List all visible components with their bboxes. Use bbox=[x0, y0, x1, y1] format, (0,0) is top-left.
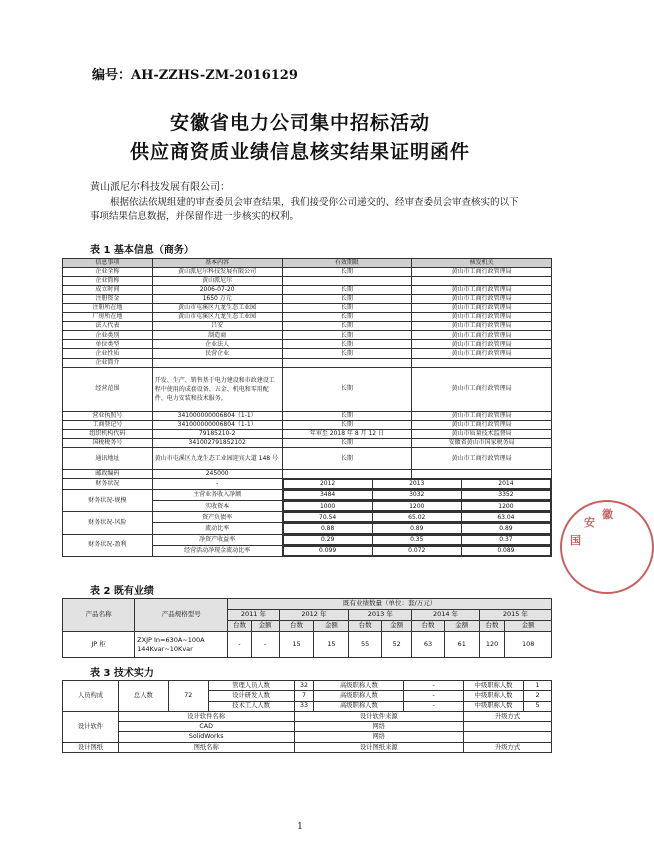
t1-cell: 黄山市工商行政管理局 bbox=[412, 322, 552, 331]
staff-cell: - bbox=[404, 701, 464, 711]
table-row bbox=[63, 420, 552, 429]
t1-cell: 营业执照号 bbox=[63, 411, 153, 420]
t1-cell bbox=[282, 276, 412, 285]
dw-header: 设计图纸来源 bbox=[294, 742, 464, 752]
title-line-2: 供应商资质业绩信息核实结果证明函件 bbox=[129, 141, 470, 163]
t1-cell: 341000000006804（1-1） bbox=[152, 411, 282, 420]
t1-cell: 企业性质 bbox=[63, 349, 153, 358]
staff-cell: 中级职称人数 bbox=[464, 681, 524, 691]
finance-value: 1200 bbox=[372, 502, 461, 511]
finance-metric: 实收资本 bbox=[152, 501, 282, 512]
staff-cell: 高级职称人数 bbox=[314, 701, 404, 711]
t1-cell: 吕安 bbox=[152, 322, 282, 331]
t1-cell: 长期 bbox=[282, 349, 412, 358]
t1-cell: 企业法人 bbox=[152, 340, 282, 349]
finance-value: 0.099 bbox=[283, 546, 372, 555]
table-row bbox=[63, 490, 552, 501]
body-paragraph: 根据依法依规组建的审查委员会审查结果，我们接受你公司递交的、经审查委员会审查核实的以下事项结果信息数据，并保留作进一步核实的权利。 bbox=[90, 197, 519, 222]
t1-cell: 黄山市工商行政管理局 bbox=[412, 420, 552, 429]
t1-cell: 工商登记号 bbox=[63, 420, 153, 429]
postcode: 245000 bbox=[152, 470, 282, 479]
year-header: 2013 年 bbox=[349, 610, 412, 621]
document-number: 编号：AH-ZZHS-ZM-2016129 bbox=[92, 68, 298, 83]
recipient: 黄山派尼尔科技发展有限公司： bbox=[90, 182, 230, 193]
page-number: 1 bbox=[297, 822, 303, 832]
finance-group-label: 财务状况-规模 bbox=[63, 490, 153, 512]
table-row bbox=[63, 340, 552, 349]
address-authority: 黄山市工商行政管理局 bbox=[412, 448, 552, 470]
performance-value: - bbox=[251, 632, 279, 658]
table-row bbox=[63, 285, 552, 294]
table-row bbox=[63, 358, 552, 367]
t1-cell: 法人代表 bbox=[63, 322, 153, 331]
sub-amount: 金额 bbox=[251, 621, 279, 632]
sw-name: SolidWorks bbox=[118, 732, 294, 742]
year-header: 2011 年 bbox=[228, 610, 279, 621]
finance-value: 3352 bbox=[461, 491, 550, 500]
col-product-spec: 产品规格型号 bbox=[135, 599, 228, 632]
dw-header: 图纸名称 bbox=[118, 742, 294, 752]
t1-cell: 注册所在地 bbox=[63, 303, 153, 312]
t1-cell: 黄山市工商行政管理局 bbox=[412, 349, 552, 358]
sub-units: 台数 bbox=[279, 621, 314, 632]
sub-units: 台数 bbox=[412, 621, 445, 632]
t1-cell: 企业简称 bbox=[63, 276, 153, 285]
scope-label: 经营范围 bbox=[63, 367, 153, 411]
finance-metric: 经营活动净现金流动比率 bbox=[152, 545, 282, 556]
t1-header: 核发机关 bbox=[412, 259, 552, 268]
basic-info-table bbox=[62, 258, 552, 557]
staff-cell: 高级职称人数 bbox=[314, 681, 404, 691]
sw-upgrade bbox=[464, 722, 552, 732]
t1-cell: 长期 bbox=[282, 267, 412, 276]
performance-value: 55 bbox=[349, 632, 382, 658]
t1-cell: 黄山市工商行政管理局 bbox=[412, 285, 552, 294]
t1-cell: 黄山市工商行政管理局 bbox=[412, 294, 552, 303]
staff-label: 人员构成 bbox=[63, 681, 119, 712]
t1-cell: 长期 bbox=[282, 411, 412, 420]
table-row bbox=[63, 429, 552, 438]
sw-header: 设计软件来源 bbox=[294, 711, 464, 721]
t1-cell: 黄山市屯溪区九龙生态工业园 bbox=[152, 313, 282, 322]
address-label: 通讯地址 bbox=[63, 448, 153, 470]
t1-cell: 2006-07-20 bbox=[152, 285, 282, 294]
finance-value: 0.89 bbox=[372, 524, 461, 533]
performance-value: 120 bbox=[479, 632, 505, 658]
sub-amount: 金额 bbox=[314, 621, 349, 632]
col-product-name: 产品名称 bbox=[63, 599, 135, 632]
table-row bbox=[63, 349, 552, 358]
staff-cell: 中级职称人数 bbox=[464, 691, 524, 701]
sub-amount: 金额 bbox=[505, 621, 552, 632]
finance-metric: 流动比率 bbox=[152, 523, 282, 534]
table-row bbox=[63, 512, 552, 523]
title-line-1: 安徽省电力公司集中招标活动 bbox=[169, 112, 430, 134]
table2-caption: 表 2 既有业绩 bbox=[90, 586, 154, 597]
staff-cell: 中级职称人数 bbox=[464, 701, 524, 711]
t1-cell: 长期 bbox=[282, 420, 412, 429]
staff-cell: 管理人员人数 bbox=[208, 681, 294, 691]
t1-cell bbox=[412, 358, 552, 367]
t1-cell: 黄山派尼尔科技发展有限公司 bbox=[152, 267, 282, 276]
staff-cell: 2 bbox=[524, 691, 552, 701]
table-row bbox=[63, 438, 552, 447]
t1-cell: 黄山市工商行政管理局 bbox=[412, 331, 552, 340]
t1-cell: 黄山派尼尔 bbox=[152, 276, 282, 285]
t1-cell: 长期 bbox=[282, 340, 412, 349]
staff-cell: 5 bbox=[524, 701, 552, 711]
t1-cell: 长期 bbox=[282, 294, 412, 303]
t1-cell: 长期 bbox=[282, 331, 412, 340]
finance-value: 0.89 bbox=[461, 524, 550, 533]
performance-value: 61 bbox=[444, 632, 479, 658]
finance-value: 0.089 bbox=[461, 546, 550, 555]
t1-cell: 黄山市工商行政管理局 bbox=[412, 340, 552, 349]
staff-cell: 1 bbox=[524, 681, 552, 691]
t1-cell: 长期 bbox=[282, 438, 412, 447]
t1-header: 有效期限 bbox=[282, 259, 412, 268]
finance-value: 0.29 bbox=[283, 535, 372, 544]
postcode-label: 邮政编码 bbox=[63, 470, 153, 479]
performance-value: 52 bbox=[381, 632, 411, 658]
t1-header: 信息事项 bbox=[63, 259, 153, 268]
t1-cell: 黄山市工商行政管理局 bbox=[412, 267, 552, 276]
total-label: 总人数 bbox=[118, 681, 168, 712]
address-text: 黄山市屯溪区九龙生态工业园迎宾大道 148 号 bbox=[152, 448, 282, 470]
table-row bbox=[63, 313, 552, 322]
t1-cell: 企业类别 bbox=[63, 331, 153, 340]
staff-cell: 7 bbox=[294, 691, 314, 701]
sw-source: 网络 bbox=[294, 722, 464, 732]
t1-cell: 黄山市工商行政管理局 bbox=[412, 411, 552, 420]
finance-metric: 净资产收益率 bbox=[152, 534, 282, 545]
t1-cell bbox=[412, 276, 552, 285]
year-header: 2015 年 bbox=[479, 610, 551, 621]
t1-cell: 民营企业 bbox=[152, 349, 282, 358]
table-row bbox=[63, 331, 552, 340]
t1-cell: 组织机构代码 bbox=[63, 429, 153, 438]
staff-cell: 技术工人人数 bbox=[208, 701, 294, 711]
sub-amount: 金额 bbox=[444, 621, 479, 632]
address-validity: 长期 bbox=[282, 448, 412, 470]
t1-cell: 长期 bbox=[282, 322, 412, 331]
t1-cell: 黄山市工商行政管理局 bbox=[412, 313, 552, 322]
scope-text: 开发、生产、销售基于电力建设和市政建设工程中使用的成套设备、五金、机电和零用配件、电力安装和技术服务。 bbox=[152, 367, 282, 411]
finance-dash: - bbox=[152, 479, 282, 490]
performance-value: 108 bbox=[505, 632, 552, 658]
official-seal: 国 安 徽 bbox=[560, 500, 654, 594]
sub-amount: 金额 bbox=[381, 621, 411, 632]
t1-cell: 注册资金 bbox=[63, 294, 153, 303]
t1-cell: 企业全称 bbox=[63, 267, 153, 276]
staff-cell: 设计研发人数 bbox=[208, 691, 294, 701]
performance-value: 15 bbox=[314, 632, 349, 658]
t1-cell: 79185210-2 bbox=[152, 429, 282, 438]
finance-value: 0.37 bbox=[461, 535, 550, 544]
table1-caption: 表 1 基本信息（商务） bbox=[90, 245, 194, 256]
staff-cell: 32 bbox=[294, 681, 314, 691]
performance-value: 15 bbox=[279, 632, 314, 658]
table-row bbox=[63, 294, 552, 303]
finance-year: 2014 bbox=[461, 480, 550, 489]
scope-authority: 黄山市工商行政管理局 bbox=[412, 367, 552, 411]
t1-cell: 安徽省黄山市国家税务局 bbox=[412, 438, 552, 447]
finance-group-label: 财务状况-风险 bbox=[63, 512, 153, 534]
year-header: 2014 年 bbox=[412, 610, 480, 621]
t1-cell: 国税税务号 bbox=[63, 438, 153, 447]
t1-cell: 制造商 bbox=[152, 331, 282, 340]
sw-header: 设计软件名称 bbox=[118, 711, 294, 721]
t1-cell: 黄山市质量技术监督局 bbox=[412, 429, 552, 438]
finance-value: 0.35 bbox=[372, 535, 461, 544]
finance-group-label: 财务状况-盈利 bbox=[63, 534, 153, 556]
software-label: 设计软件 bbox=[63, 711, 119, 742]
table-row bbox=[63, 681, 552, 691]
t1-cell: 长期 bbox=[282, 313, 412, 322]
finance-value: 1000 bbox=[283, 502, 372, 511]
t1-cell: 341002791852102 bbox=[152, 438, 282, 447]
scope-validity: 长期 bbox=[282, 367, 412, 411]
table-row bbox=[63, 303, 552, 312]
finance-value: 0.88 bbox=[283, 524, 372, 533]
t1-cell: 年审至 2018 年 8 月 12 日 bbox=[282, 429, 412, 438]
t1-cell: 成立时间 bbox=[63, 285, 153, 294]
finance-value: 1200 bbox=[461, 502, 550, 511]
table3-caption: 表 3 技术实力 bbox=[90, 668, 154, 679]
performance-value: - bbox=[228, 632, 251, 658]
table-row bbox=[63, 411, 552, 420]
finance-year: 2012 bbox=[283, 480, 372, 489]
performance-table bbox=[62, 598, 552, 658]
finance-value: 3484 bbox=[283, 491, 372, 500]
t1-cell: 长期 bbox=[282, 285, 412, 294]
staff-cell: 高级职称人数 bbox=[314, 691, 404, 701]
total-value: 72 bbox=[168, 681, 208, 712]
product-name: JP 柜 bbox=[63, 632, 135, 658]
dw-header: 升级方式 bbox=[464, 742, 552, 752]
table-row bbox=[63, 267, 552, 276]
t1-cell: 1650 万元 bbox=[152, 294, 282, 303]
t1-cell: 341000000006804（1-1） bbox=[152, 420, 282, 429]
t1-cell: 长期 bbox=[282, 303, 412, 312]
t1-header: 基本内容 bbox=[152, 259, 282, 268]
sw-header: 升级方式 bbox=[464, 711, 552, 721]
table-row bbox=[63, 276, 552, 285]
technical-strength-table bbox=[62, 680, 552, 753]
finance-value: 3032 bbox=[372, 491, 461, 500]
table-row bbox=[63, 534, 552, 545]
year-header: 2012 年 bbox=[279, 610, 349, 621]
finance-value: 65.02 bbox=[372, 513, 461, 522]
sub-units: 台数 bbox=[228, 621, 251, 632]
product-spec: ZXJP In=630A~100A 144Kvar~10Kvar bbox=[135, 632, 228, 658]
finance-metric: 资产负债率 bbox=[152, 512, 282, 523]
sub-units: 台数 bbox=[479, 621, 505, 632]
finance-value: 63.04 bbox=[461, 513, 550, 522]
finance-label: 财务状况 bbox=[63, 479, 153, 490]
finance-metric: 主营业务收入净额 bbox=[152, 490, 282, 501]
table-row bbox=[63, 322, 552, 331]
finance-value: 0.072 bbox=[372, 546, 461, 555]
t1-cell bbox=[282, 358, 412, 367]
sw-name: CAD bbox=[118, 722, 294, 732]
drawing-label: 设计图纸 bbox=[63, 742, 119, 752]
finance-year: 2013 bbox=[372, 480, 461, 489]
t1-cell: 黄山市工商行政管理局 bbox=[412, 303, 552, 312]
volume-title: 既有业绩数量（单位：套/万元） bbox=[228, 599, 552, 610]
finance-value: 70.54 bbox=[283, 513, 372, 522]
t1-cell bbox=[152, 358, 282, 367]
t1-cell: 企业简介 bbox=[63, 358, 153, 367]
t1-cell: 单位类型 bbox=[63, 340, 153, 349]
performance-value: 63 bbox=[412, 632, 445, 658]
sub-units: 台数 bbox=[349, 621, 382, 632]
staff-cell: - bbox=[404, 691, 464, 701]
sw-upgrade bbox=[464, 732, 552, 742]
sw-source: 网络 bbox=[294, 732, 464, 742]
staff-cell: 33 bbox=[294, 701, 314, 711]
staff-cell: - bbox=[404, 681, 464, 691]
t1-cell: 厂房所在地 bbox=[63, 313, 153, 322]
t1-cell: 黄山市屯溪区九龙生态工业园 bbox=[152, 303, 282, 312]
